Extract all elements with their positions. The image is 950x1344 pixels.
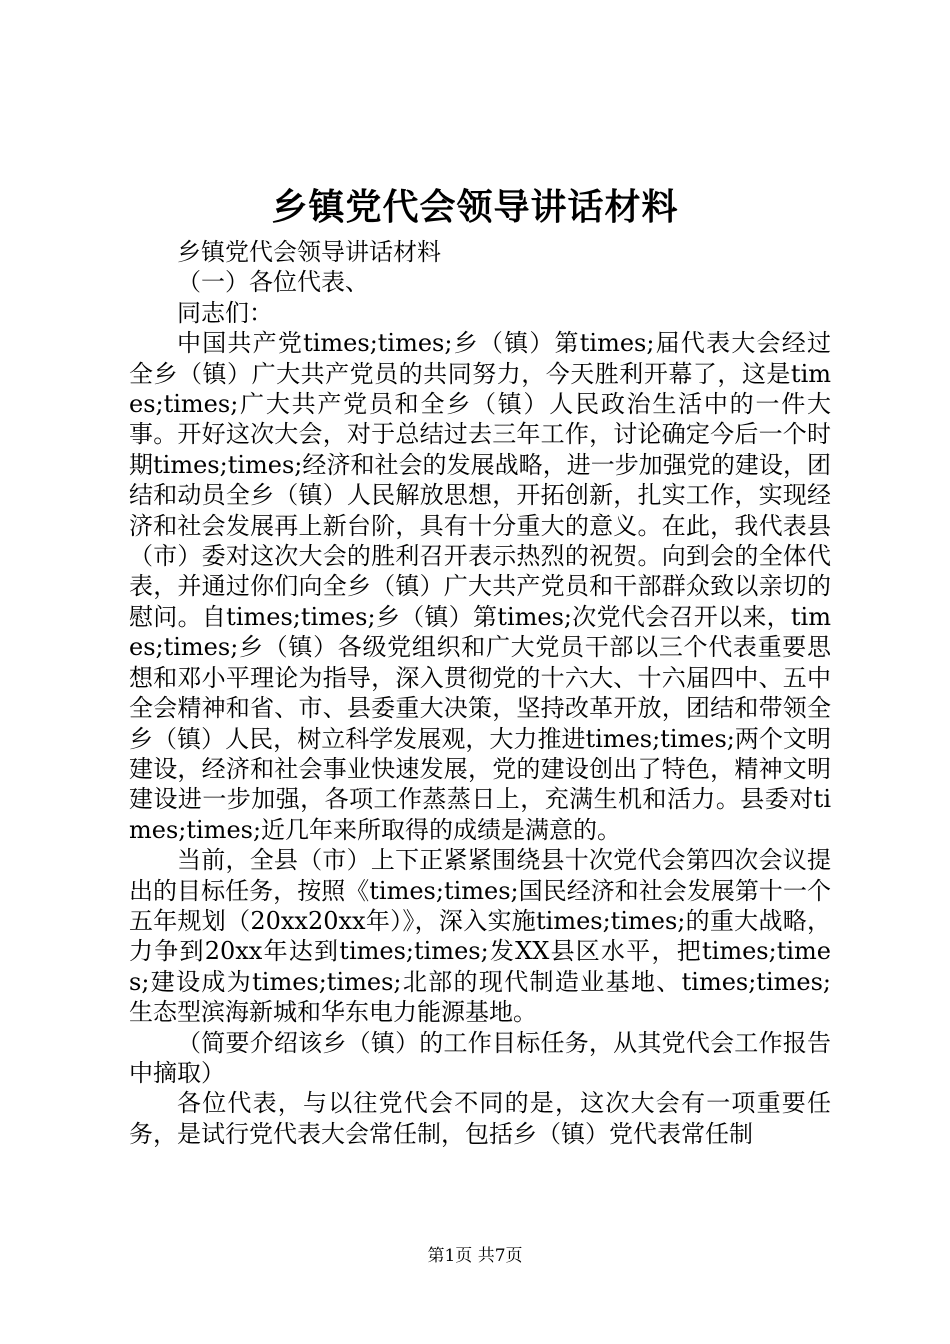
paragraph: 中国共产党times;times;乡（镇）第times;届代表大会经过全乡（镇）广大共产党员的共同努力，今天胜利开幕了，这是times;times;广大共产党员和全乡（镇）人民政治生活中的一件大事。开好这次大会，对于总结过去三年工作，讨论确定今后一个时期times;times;经济和社会的发展战略，进一步加强党的建设，团结和动员全乡（镇）人民解放思想，开拓创新，扎实工作，实现经济和社会发展再上新台阶，具有十分重大的意义。在此，我代表县（市）委对这次大会的胜利召开表示热烈的祝贺。向到会的全体代表，并通过你们向全乡（镇）广大共产党员和干部群众致以亲切的慰问。自times;times;乡（镇）第times;次党代会召开以来，times;times;乡（镇）各级党组织和广大党员干部以三个代表重要思想和邓小平理论为指导，深入贯彻党的十六大、十六届四中、五中全会精神和省、市、县委重大决策，坚持改革开放，团结和带领全乡（镇）人民，树立科学发展观，大力推进times;times;两个文明建设，经济和社会事业快速发展，党的建设创出了特色，精神文明建设进一步加强，各项工作蒸蒸日上，充满生机和活力。县委对times;times;近几年来所取得的成绩是满意的。	[129, 329, 831, 844]
page-footer: 第1页 共7页	[427, 1246, 523, 1266]
paragraph: （简要介绍该乡（镇）的工作目标任务，从其党代会工作报告中摘取）	[129, 1028, 831, 1087]
paragraph: 各位代表，与以往党代会不同的是，这次大会有一项重要任务，是试行党代表大会常任制，包括乡（镇）党代表常任制	[129, 1089, 831, 1148]
paragraph: （一）各位代表、	[177, 268, 369, 297]
document-title: 乡镇党代会领导讲话材料	[271, 186, 679, 228]
paragraph: 当前，全县（市）上下正紧紧围绕县十次党代会第四次会议提出的目标任务，按照《times;times;国民经济和社会发展第十一个五年规划（20xx20xx年）》，深入实施times;times;的重大战略，力争到20xx年达到times;times;发XX县区水平，把times;times;建设成为times;times;北部的现代制造业基地、times;times;生态型滨海新城和华东电力能源基地。	[129, 846, 831, 1027]
paragraph: 同志们：	[177, 298, 273, 327]
document-body	[129, 237, 831, 1149]
paragraph: 乡镇党代会领导讲话材料	[177, 238, 441, 266]
